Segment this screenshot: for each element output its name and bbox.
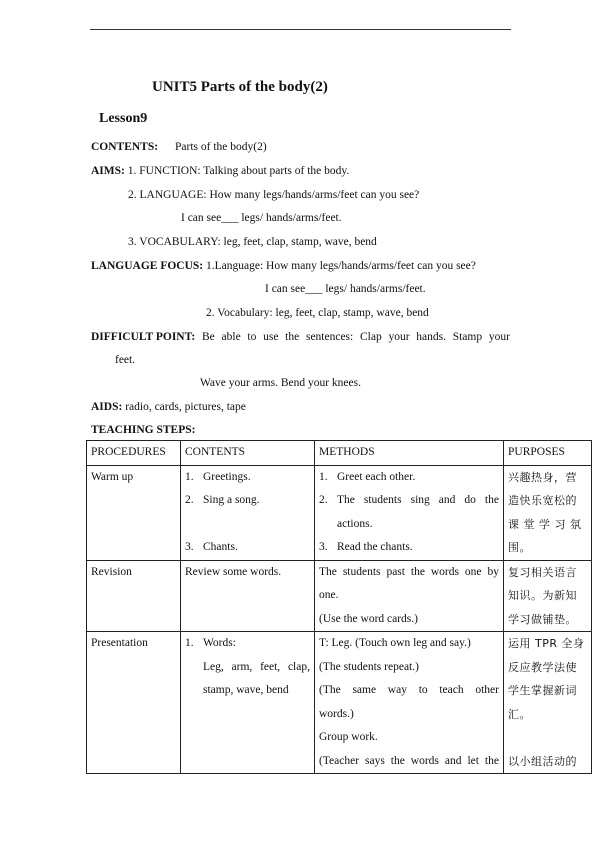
- header-procedures: PROCEDURES: [87, 441, 181, 466]
- methods-note: (Use the word cards.): [319, 612, 418, 625]
- warmup-contents: [181, 465, 315, 560]
- words-line: [185, 656, 310, 680]
- purpose-line: 学习做铺垫。: [508, 612, 577, 626]
- lesson-heading: Lesson9: [99, 111, 148, 126]
- header-purposes: PURPOSES: [504, 441, 592, 466]
- word: (Teacher: [319, 754, 360, 767]
- list-item: Greet each other.: [337, 470, 416, 483]
- word: says: [365, 754, 385, 767]
- words-line: stamp, wave, bend: [203, 684, 289, 696]
- dp-word: Clap: [359, 331, 382, 343]
- word: students: [363, 494, 402, 506]
- contents-label: CONTENTS:: [91, 141, 159, 153]
- word: words: [430, 565, 459, 578]
- word: The: [319, 565, 337, 578]
- word: students: [342, 565, 381, 578]
- warmup-methods: [315, 465, 504, 560]
- table-row-revision: [87, 560, 592, 632]
- word: same: [352, 684, 377, 696]
- aids-line: [91, 400, 246, 414]
- list-number: 2.: [319, 494, 328, 506]
- list-number: 3.: [185, 541, 194, 553]
- language-focus-language: 1.Language: How many legs/hands/arms/feet can you see?: [206, 260, 476, 272]
- word: do: [464, 494, 476, 506]
- difficult-point-label: DIFFICULT POINT:: [91, 331, 196, 343]
- word: other: [475, 684, 499, 696]
- methods-line: Group work.: [319, 731, 378, 743]
- word: the: [410, 565, 425, 578]
- presentation-purposes: [504, 632, 592, 774]
- presentation-contents: [181, 632, 315, 774]
- table-row-presentation: [87, 632, 592, 774]
- revision-methods: [315, 560, 504, 632]
- language-focus-line-1: [91, 259, 476, 273]
- word: the: [484, 494, 499, 506]
- word: The: [337, 494, 355, 506]
- language-focus-vocabulary: 2. Vocabulary: leg, feet, clap, stamp, wave, bend: [206, 307, 429, 319]
- dp-word: able: [221, 331, 241, 343]
- word: sing: [410, 494, 430, 506]
- word: teach: [439, 684, 464, 696]
- revision-purposes: [504, 560, 592, 632]
- purpose-line: 围。: [508, 541, 531, 554]
- table-row-warmup: [87, 465, 592, 560]
- presentation-methods: [315, 632, 504, 774]
- methods-line: [319, 561, 499, 585]
- language-focus-i-can-see: I can see___ legs/ hands/arms/feet.: [265, 283, 426, 295]
- teaching-steps-label: TEACHING STEPS:: [91, 424, 196, 436]
- methods-line: T: Leg. (Touch own leg and say.): [319, 637, 471, 649]
- list-item: Words:: [203, 637, 236, 649]
- dp-word: Be: [202, 331, 215, 343]
- word: (The: [319, 684, 341, 696]
- teaching-steps-table: [86, 440, 592, 774]
- language-focus-label: LANGUAGE FOCUS:: [91, 260, 204, 272]
- dp-word: your: [388, 331, 410, 343]
- purpose-line: 以小组活动的: [508, 754, 577, 768]
- list-item: Read the chants.: [337, 541, 413, 553]
- purpose-line: 学生掌握新词: [508, 684, 577, 697]
- methods-line: [319, 679, 499, 703]
- header-methods: METHODS: [315, 441, 504, 466]
- difficult-point-line-2: Wave your arms. Bend your knees.: [200, 377, 361, 389]
- list-item: Greetings.: [203, 470, 251, 483]
- contents-line: [91, 140, 267, 154]
- aims-label: AIMS:: [91, 165, 125, 177]
- word: words: [410, 754, 439, 767]
- word: and: [438, 494, 456, 506]
- word: past: [386, 565, 405, 578]
- dp-word: hands.: [416, 331, 446, 343]
- methods-line: [319, 750, 499, 774]
- list-number: 2.: [185, 494, 194, 506]
- methods-line: (The students repeat.): [319, 660, 419, 673]
- purpose-line: 知识。为新知: [508, 589, 577, 602]
- unit-title: UNIT5 Parts of the body(2): [152, 79, 328, 95]
- dp-word: the: [285, 331, 300, 343]
- purpose-line: 课 堂 学 习 氛: [508, 517, 582, 531]
- list-item: [337, 489, 499, 513]
- list-number: 1.: [185, 637, 194, 649]
- table-header-row: [87, 441, 592, 466]
- purpose-line: 复习相关语言: [508, 565, 577, 579]
- aims-vocabulary: 3. VOCABULARY: leg, feet, clap, stamp, wave, bend: [128, 236, 377, 248]
- header-contents: CONTENTS: [181, 441, 315, 466]
- word: the: [390, 754, 405, 767]
- list-number: 1.: [185, 470, 194, 483]
- warmup-purposes: [504, 465, 592, 560]
- purpose-line: 运用 TPR 全身: [508, 637, 585, 650]
- presentation-procedure: Presentation: [87, 632, 181, 774]
- list-item: Chants.: [203, 541, 238, 553]
- dp-word: use: [263, 331, 279, 343]
- list-item: Sing a song.: [203, 494, 260, 506]
- word: the: [484, 754, 499, 767]
- aims-line-1: [91, 164, 349, 178]
- revision-procedure: Revision: [87, 560, 181, 632]
- purpose-line: 兴趣热身，营: [508, 470, 577, 484]
- dp-word: sentences:: [305, 331, 354, 343]
- list-item-continued: actions.: [337, 517, 373, 530]
- warmup-procedure: Warm up: [87, 465, 181, 560]
- word: feet,: [260, 660, 281, 673]
- revision-contents: Review some words.: [181, 560, 315, 632]
- word: arm,: [231, 660, 253, 673]
- aims-language: 2. LANGUAGE: How many legs/hands/arms/feet can you see?: [128, 189, 420, 201]
- word: and: [444, 754, 462, 767]
- word: Leg,: [203, 660, 224, 673]
- aids-label: AIDS:: [91, 401, 123, 413]
- purpose-line: 造快乐宽松的: [508, 494, 577, 507]
- purpose-line: 反应教学法使: [508, 660, 577, 674]
- difficult-point-feet: feet.: [115, 354, 136, 366]
- word: clap,: [287, 660, 310, 673]
- list-number: 1.: [319, 470, 328, 483]
- aims-function: 1. FUNCTION: Talking about parts of the body.: [127, 165, 350, 177]
- dp-word: Stamp: [452, 331, 483, 343]
- word: one: [464, 565, 482, 578]
- header-rule: [90, 29, 511, 30]
- list-number: 3.: [319, 541, 328, 553]
- word: let: [467, 754, 479, 767]
- methods-line: words.): [319, 707, 354, 720]
- word: by: [487, 565, 499, 578]
- aims-i-can-see: I can see___ legs/ hands/arms/feet.: [181, 212, 342, 224]
- purpose-line: 汇。: [508, 707, 531, 721]
- dp-word: to: [247, 331, 257, 343]
- word: to: [418, 684, 428, 696]
- difficult-point-line-1: [91, 330, 510, 344]
- aids-text: radio, cards, pictures, tape: [125, 401, 246, 413]
- contents-text: Parts of the body(2): [174, 141, 267, 153]
- dp-word: your: [488, 331, 510, 343]
- word: way: [387, 684, 407, 696]
- methods-line: one.: [319, 589, 339, 601]
